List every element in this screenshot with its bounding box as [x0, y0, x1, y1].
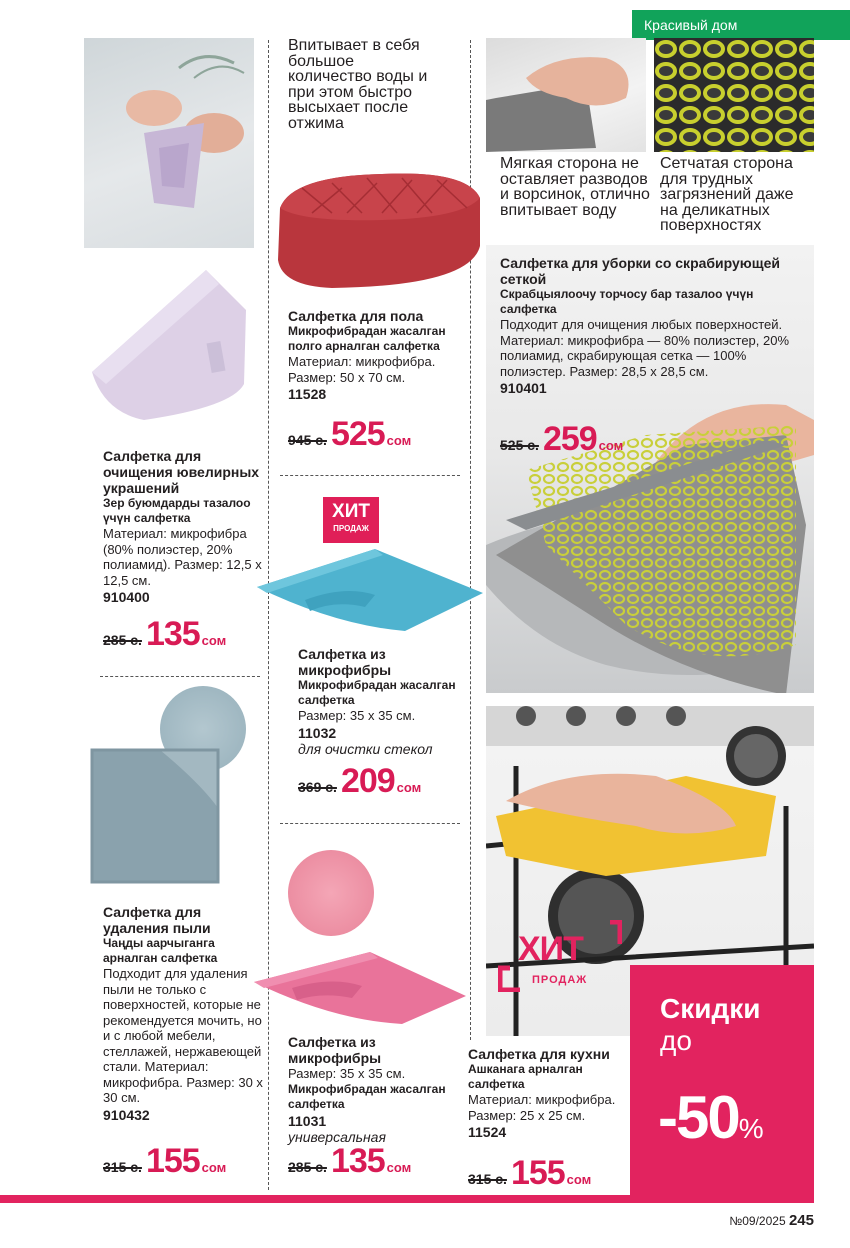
price-universal	[288, 1142, 411, 1181]
product-title: Салфетка из микрофибры	[288, 1034, 382, 1066]
section-tab: Красивый дом	[632, 10, 850, 40]
universal-cloth-texture	[288, 850, 374, 936]
product-desc: Материал: микрофибра. Размер: 25 х 25 см.	[468, 1092, 616, 1123]
product-title: Салфетка для пола	[288, 308, 424, 324]
old-price: 525 с.	[500, 437, 539, 453]
new-price: 155	[145, 1142, 200, 1180]
price-floor	[288, 415, 411, 454]
hit-badge-line1: ХИТ	[332, 501, 370, 522]
hit-badge-line2: ПРОДАЖ	[532, 974, 588, 986]
product-subtitle: Скрабцыялоочу торчосу бар тазалоо үчүн салфетка	[500, 287, 754, 316]
floor-cloth-image	[272, 168, 484, 298]
old-price: 369 с.	[298, 779, 337, 795]
product-note: универсальная	[288, 1128, 386, 1145]
jewelry-cloth-image	[84, 262, 254, 432]
intro-text: Впитывает в себя большое количество воды и при этом быстро высыхает после отжима	[288, 37, 428, 132]
product-dust	[103, 904, 263, 1124]
currency: сом	[566, 1172, 592, 1187]
product-desc: Материал: микрофибра (80% полиэстер, 20% полиамид). Размер: 12,5 х 12,5 см.	[103, 526, 262, 588]
promo-number: -50	[658, 1084, 739, 1151]
new-price: 259	[542, 420, 597, 458]
old-price: 285 с.	[103, 632, 142, 648]
new-price: 525	[330, 415, 385, 453]
price-kitchen	[468, 1154, 591, 1193]
product-title: Салфетка для уборки со скрабирующей сеткой	[500, 255, 780, 287]
product-subtitle: Микрофибрадан жасалган полго арналган салфетка	[288, 324, 446, 353]
bottom-accent-line	[0, 1195, 812, 1203]
currency: сом	[201, 633, 227, 648]
product-code: 11528	[288, 386, 327, 402]
product-subtitle: Чаңды аарчыганга арналган салфетка	[103, 936, 218, 965]
row-divider	[100, 676, 260, 677]
currency: сом	[386, 1160, 412, 1175]
product-desc: Подходит для удаления пыли не только с поверхностей, которые не рекомендуется мочить, но и с любой мебели, стеллажей, нержавеющей стали. Материал: микрофибра. Размер: 30 х 30 см.	[103, 966, 263, 1105]
new-price: 155	[510, 1154, 565, 1192]
product-desc: Подходит для очищения любых поверхностей. Материал: микрофибра — 80% полиэстер, 20% полиамид, скрабирующая сетка — 100% полиэстер. Размер: 28,5 х 28,5 см.	[500, 317, 790, 379]
promo-value	[658, 1083, 764, 1152]
promo-line1: Скидки	[660, 993, 761, 1024]
product-desc: Материал: микрофибра. Размер: 50 х 70 см.	[288, 354, 436, 385]
product-code: 910401	[500, 380, 547, 396]
product-title: Салфетка для очищения ювелирных украшений	[103, 448, 260, 496]
old-price: 945 с.	[288, 432, 327, 448]
product-subtitle: Зер буюмдарды тазалоо үчүн салфетка	[103, 496, 251, 525]
row-divider	[280, 823, 460, 824]
page-footer	[729, 1212, 814, 1229]
issue-number: №09/2025	[729, 1214, 786, 1228]
product-title: Салфетка из микрофибры	[298, 646, 392, 678]
hit-badge	[323, 497, 379, 543]
product-floor	[288, 308, 466, 403]
soft-side-photo	[486, 38, 646, 152]
product-subtitle: Микрофибрадан жасалган салфетка	[288, 1081, 446, 1111]
product-code: 910400	[103, 589, 150, 605]
product-jewelry	[103, 448, 263, 606]
new-price: 135	[145, 615, 200, 653]
price-scrub	[500, 420, 623, 459]
page-number: 245	[788, 1212, 814, 1229]
mesh-side-caption: Сетчатая сторона для трудных загрязнений даже на деликатных поверхностях	[660, 155, 794, 234]
row-divider	[280, 475, 460, 476]
hit-badge-kitchen	[498, 920, 622, 992]
hit-badge-line2: ПРОДАЖ	[333, 524, 369, 533]
product-code: 11524	[468, 1124, 507, 1140]
product-code: 910432	[103, 1106, 150, 1123]
product-desc: Размер: 35 х 35 см.	[288, 1066, 406, 1081]
product-code: 11032	[298, 724, 337, 741]
product-note: для очистки стекол	[298, 740, 433, 757]
old-price: 315 с.	[103, 1159, 142, 1175]
new-price: 135	[330, 1142, 385, 1180]
currency: сом	[396, 780, 422, 795]
mesh-side-photo	[654, 38, 814, 152]
product-code: 11031	[288, 1112, 327, 1129]
universal-cloth-image	[252, 948, 468, 1028]
product-title: Салфетка для удаления пыли	[103, 904, 211, 936]
product-subtitle: Ашканага арналган салфетка	[468, 1062, 583, 1091]
discount-promo	[630, 965, 814, 1203]
dust-cloth-image	[90, 748, 220, 884]
product-desc: Размер: 35 х 35 см.	[298, 708, 416, 723]
promo-percent: %	[738, 1113, 764, 1144]
soft-side-caption: Мягкая сторона не оставляет разводов и ворсинок, отлично впитывает воду	[500, 155, 650, 219]
currency: сом	[598, 438, 624, 453]
price-dust	[103, 1142, 226, 1181]
price-jewelry	[103, 615, 226, 654]
product-universal	[288, 1034, 463, 1145]
product-glass	[298, 646, 463, 757]
new-price: 209	[340, 762, 395, 800]
hit-badge-line1: ХИТ	[518, 930, 583, 968]
old-price: 315 с.	[468, 1171, 507, 1187]
currency: сом	[386, 433, 412, 448]
product-title: Салфетка для кухни	[468, 1046, 610, 1062]
currency: сом	[201, 1160, 227, 1175]
price-glass	[298, 762, 421, 801]
jewelry-cloth-photo	[84, 38, 254, 248]
promo-line2: до	[660, 1025, 692, 1056]
glass-cloth-image	[255, 545, 485, 635]
product-kitchen	[468, 1046, 628, 1141]
product-subtitle: Микрофибрадан жасалган салфетка	[298, 678, 456, 707]
old-price: 285 с.	[288, 1159, 327, 1175]
product-scrub	[500, 255, 800, 397]
